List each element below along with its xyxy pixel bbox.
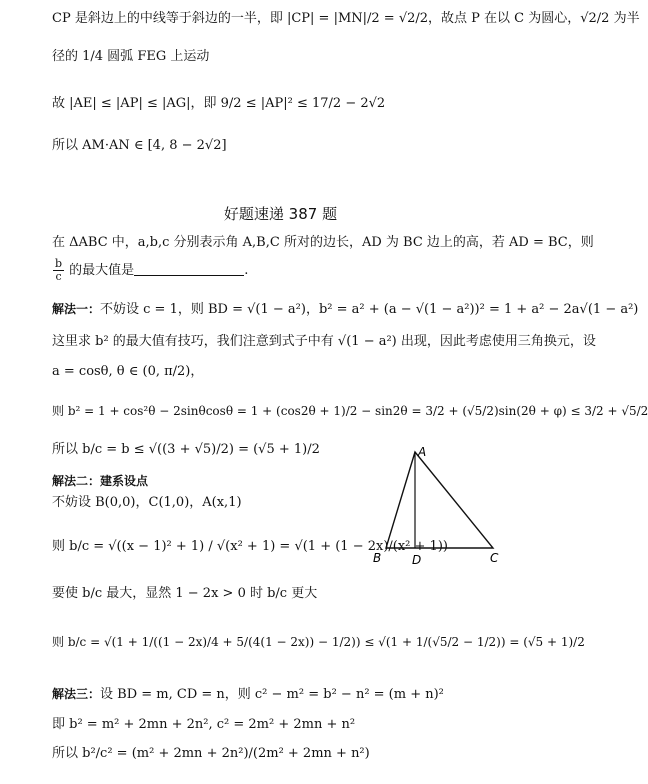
prev-solution-line-1: CP 是斜边上的中线等于斜边的一半，即 |CP| = |MN|/2 = √2/2，故点 P 在以 C 为圆心，√2/2 为半 bbox=[52, 11, 640, 26]
vertex-label-b: B bbox=[373, 551, 382, 565]
method3-text-1: 设 BD = m, CD = n，则 c² − m² = b² − n² = (m + n)² bbox=[100, 687, 444, 702]
method2-line-4: 则 b/c = √(1 + 1/((1 − 2x)/4 + 5/(4(1 − 2x)) − 1/2)) ≤ √(1 + 1/(√5/2 − 1/2)) = (√5 + 1)/2 bbox=[52, 635, 585, 649]
method1-text-1: 不妨设 c = 1，则 BD = √(1 − a²)，b² = a² + (a − √(1 − a²))² = 1 + a² − 2a√(1 − a²) bbox=[100, 302, 639, 317]
method2-line-2: 则 b/c = √((x − 1)² + 1) / √(x² + 1) = √(1 + (1 − 2x)/(x² + 1)) bbox=[52, 539, 448, 554]
method2-heading bbox=[52, 472, 148, 491]
answer-blank bbox=[134, 263, 244, 276]
ratio-denominator: c bbox=[55, 270, 62, 283]
vertex-label-a: A bbox=[418, 445, 427, 459]
method1-line-2: 这里求 b² 的最大值有技巧，我们注意到式子中有 √(1 − a²) 出现，因此考虑使用三角换元，设 bbox=[52, 334, 596, 349]
point-label-d: D bbox=[412, 553, 422, 567]
prev-solution-line-4: 所以 AM·AN ∈ [4, 8 − 2√2] bbox=[52, 138, 227, 153]
problem-question-text: 的最大值是 bbox=[65, 263, 135, 278]
method3-label: 解法三： bbox=[52, 687, 101, 701]
triangle-figure bbox=[372, 442, 512, 572]
method1-line-4: 则 b² = 1 + cos²θ − 2sinθcosθ = 1 + (cos2θ + 1)/2 − sin2θ = 3/2 + (√5/2)sin(2θ + φ) ≤ 3/2 + √5/2 bbox=[52, 404, 648, 418]
method3-line-1 bbox=[52, 685, 444, 704]
method2-line-3: 要使 b/c 最大，显然 1 − 2x > 0 时 b/c 更大 bbox=[52, 586, 318, 601]
method1-label: 解法一： bbox=[52, 302, 101, 316]
prev-solution-line-3: 故 |AE| ≤ |AP| ≤ |AG|，即 9/2 ≤ |AP|² ≤ 17/2 − 2√2 bbox=[52, 96, 386, 111]
prev-solution-line-2: 径的 1/4 圆弧 FEG 上运动 bbox=[52, 49, 210, 64]
method1-line-3: a = cosθ, θ ∈ (0, π/2)， bbox=[52, 364, 204, 379]
method1-line-1 bbox=[52, 300, 638, 319]
method2-line-1: 不妨设 B(0,0)，C(1,0)，A(x,1) bbox=[52, 495, 242, 510]
method2-label: 解法二：建系设点 bbox=[52, 474, 149, 488]
method3-line-2: 即 b² = m² + 2mn + 2n², c² = 2m² + 2mn + n² bbox=[52, 717, 356, 732]
method3-line-3: 所以 b²/c² = (m² + 2mn + 2n²)/(2m² + 2mn + n²) bbox=[52, 746, 370, 761]
problem-title: 好题速递 387 题 bbox=[223, 205, 338, 223]
method1-line-5: 所以 b/c = b ≤ √((3 + √5)/2) = (√5 + 1)/2 bbox=[52, 442, 320, 457]
ratio-numerator: b bbox=[55, 257, 63, 270]
ratio-fraction bbox=[53, 258, 64, 283]
vertex-label-c: C bbox=[490, 551, 499, 565]
problem-statement-line-2 bbox=[52, 258, 248, 283]
problem-statement-line-1: 在 ΔABC 中，a,b,c 分别表示角 A,B,C 所对的边长，AD 为 BC 边上的高，若 AD = BC，则 bbox=[52, 235, 594, 250]
problem-end-mark: . bbox=[244, 263, 249, 278]
triangle-abc bbox=[386, 452, 493, 548]
